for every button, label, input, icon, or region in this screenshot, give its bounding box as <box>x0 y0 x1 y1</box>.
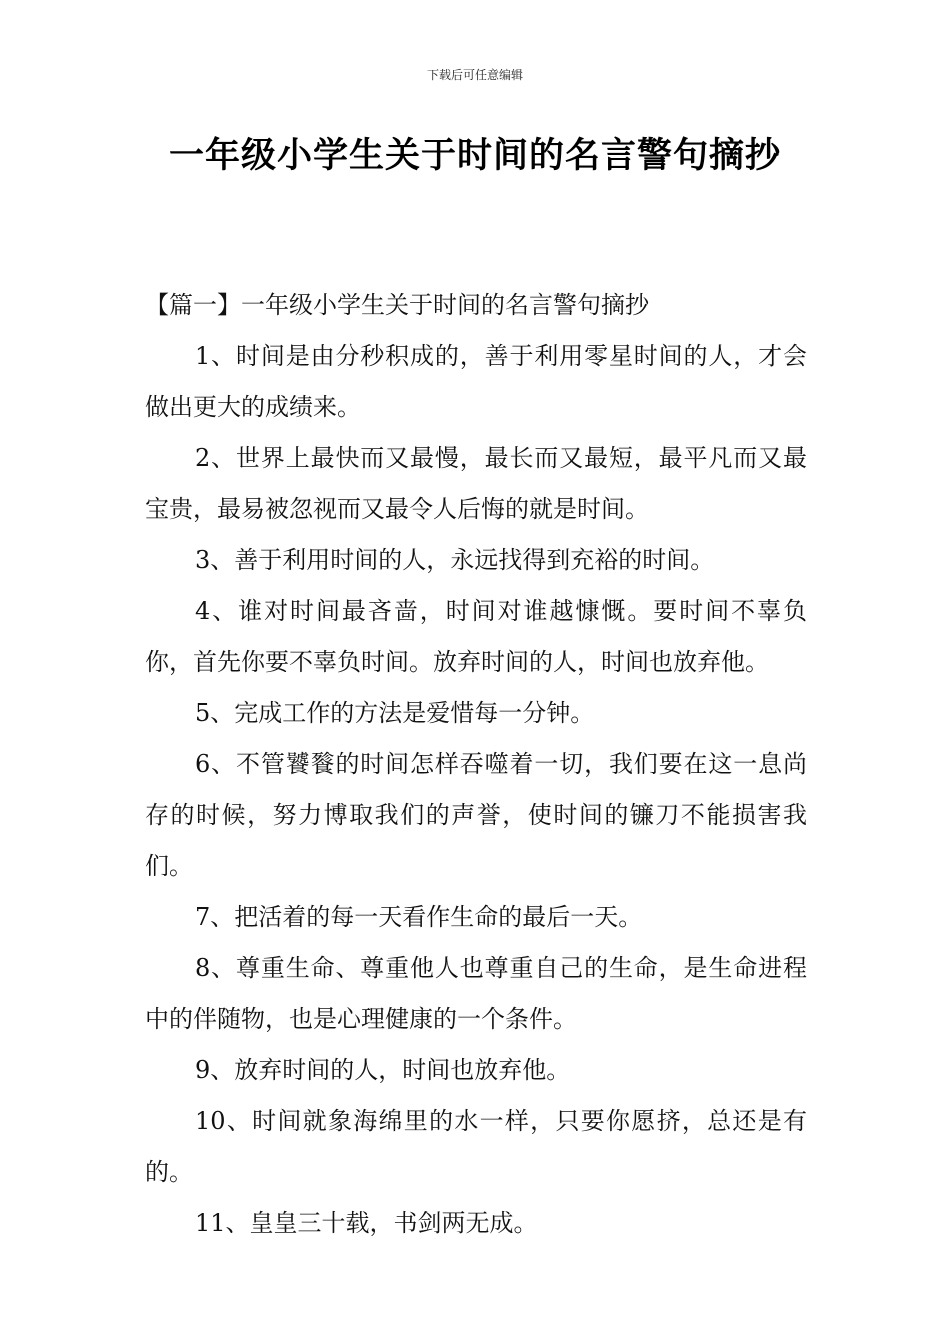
quote-item-7: 7、把活着的每一天看作生命的最后一天。 <box>195 903 643 931</box>
quote-item-2: 2、世界上最快而又最慢，最长而又最短，最平凡而又最宝贵，最易被忽视而又最令人后悔的就是时间。 <box>145 444 807 523</box>
quote-item-4: 4、谁对时间最吝啬，时间对谁越慷慨。要时间不辜负你，首先你要不辜负时间。放弃时间的人，时间也放弃他。 <box>145 597 807 676</box>
document-body <box>145 280 807 1249</box>
header-note: 下载后可任意编辑 <box>426 68 523 82</box>
page-title: 一年级小学生关于时间的名言警句摘抄 <box>168 136 781 176</box>
quote-item-1: 1、时间是由分秒积成的，善于利用零星时间的人，才会做出更大的成绩来。 <box>145 342 807 421</box>
section-heading: 【篇一】一年级小学生关于时间的名言警句摘抄 <box>145 291 649 319</box>
quote-item-6: 6、不管饕餮的时间怎样吞噬着一切，我们要在这一息尚存的时候，努力博取我们的声誉，使时间的镰刀不能损害我们。 <box>145 750 807 880</box>
quote-item-9: 9、放弃时间的人，时间也放弃他。 <box>195 1056 571 1084</box>
quote-item-5: 5、完成工作的方法是爱惜每一分钟。 <box>195 699 595 727</box>
quote-item-8: 8、尊重生命、尊重他人也尊重自己的生命，是生命进程中的伴随物，也是心理健康的一个条件。 <box>145 954 807 1033</box>
quote-item-11: 11、皇皇三十载，书剑两无成。 <box>195 1209 538 1237</box>
quote-item-3: 3、善于利用时间的人，永远找得到充裕的时间。 <box>195 546 715 574</box>
quote-item-10: 10、时间就象海绵里的水一样，只要你愿挤，总还是有的。 <box>145 1107 807 1186</box>
